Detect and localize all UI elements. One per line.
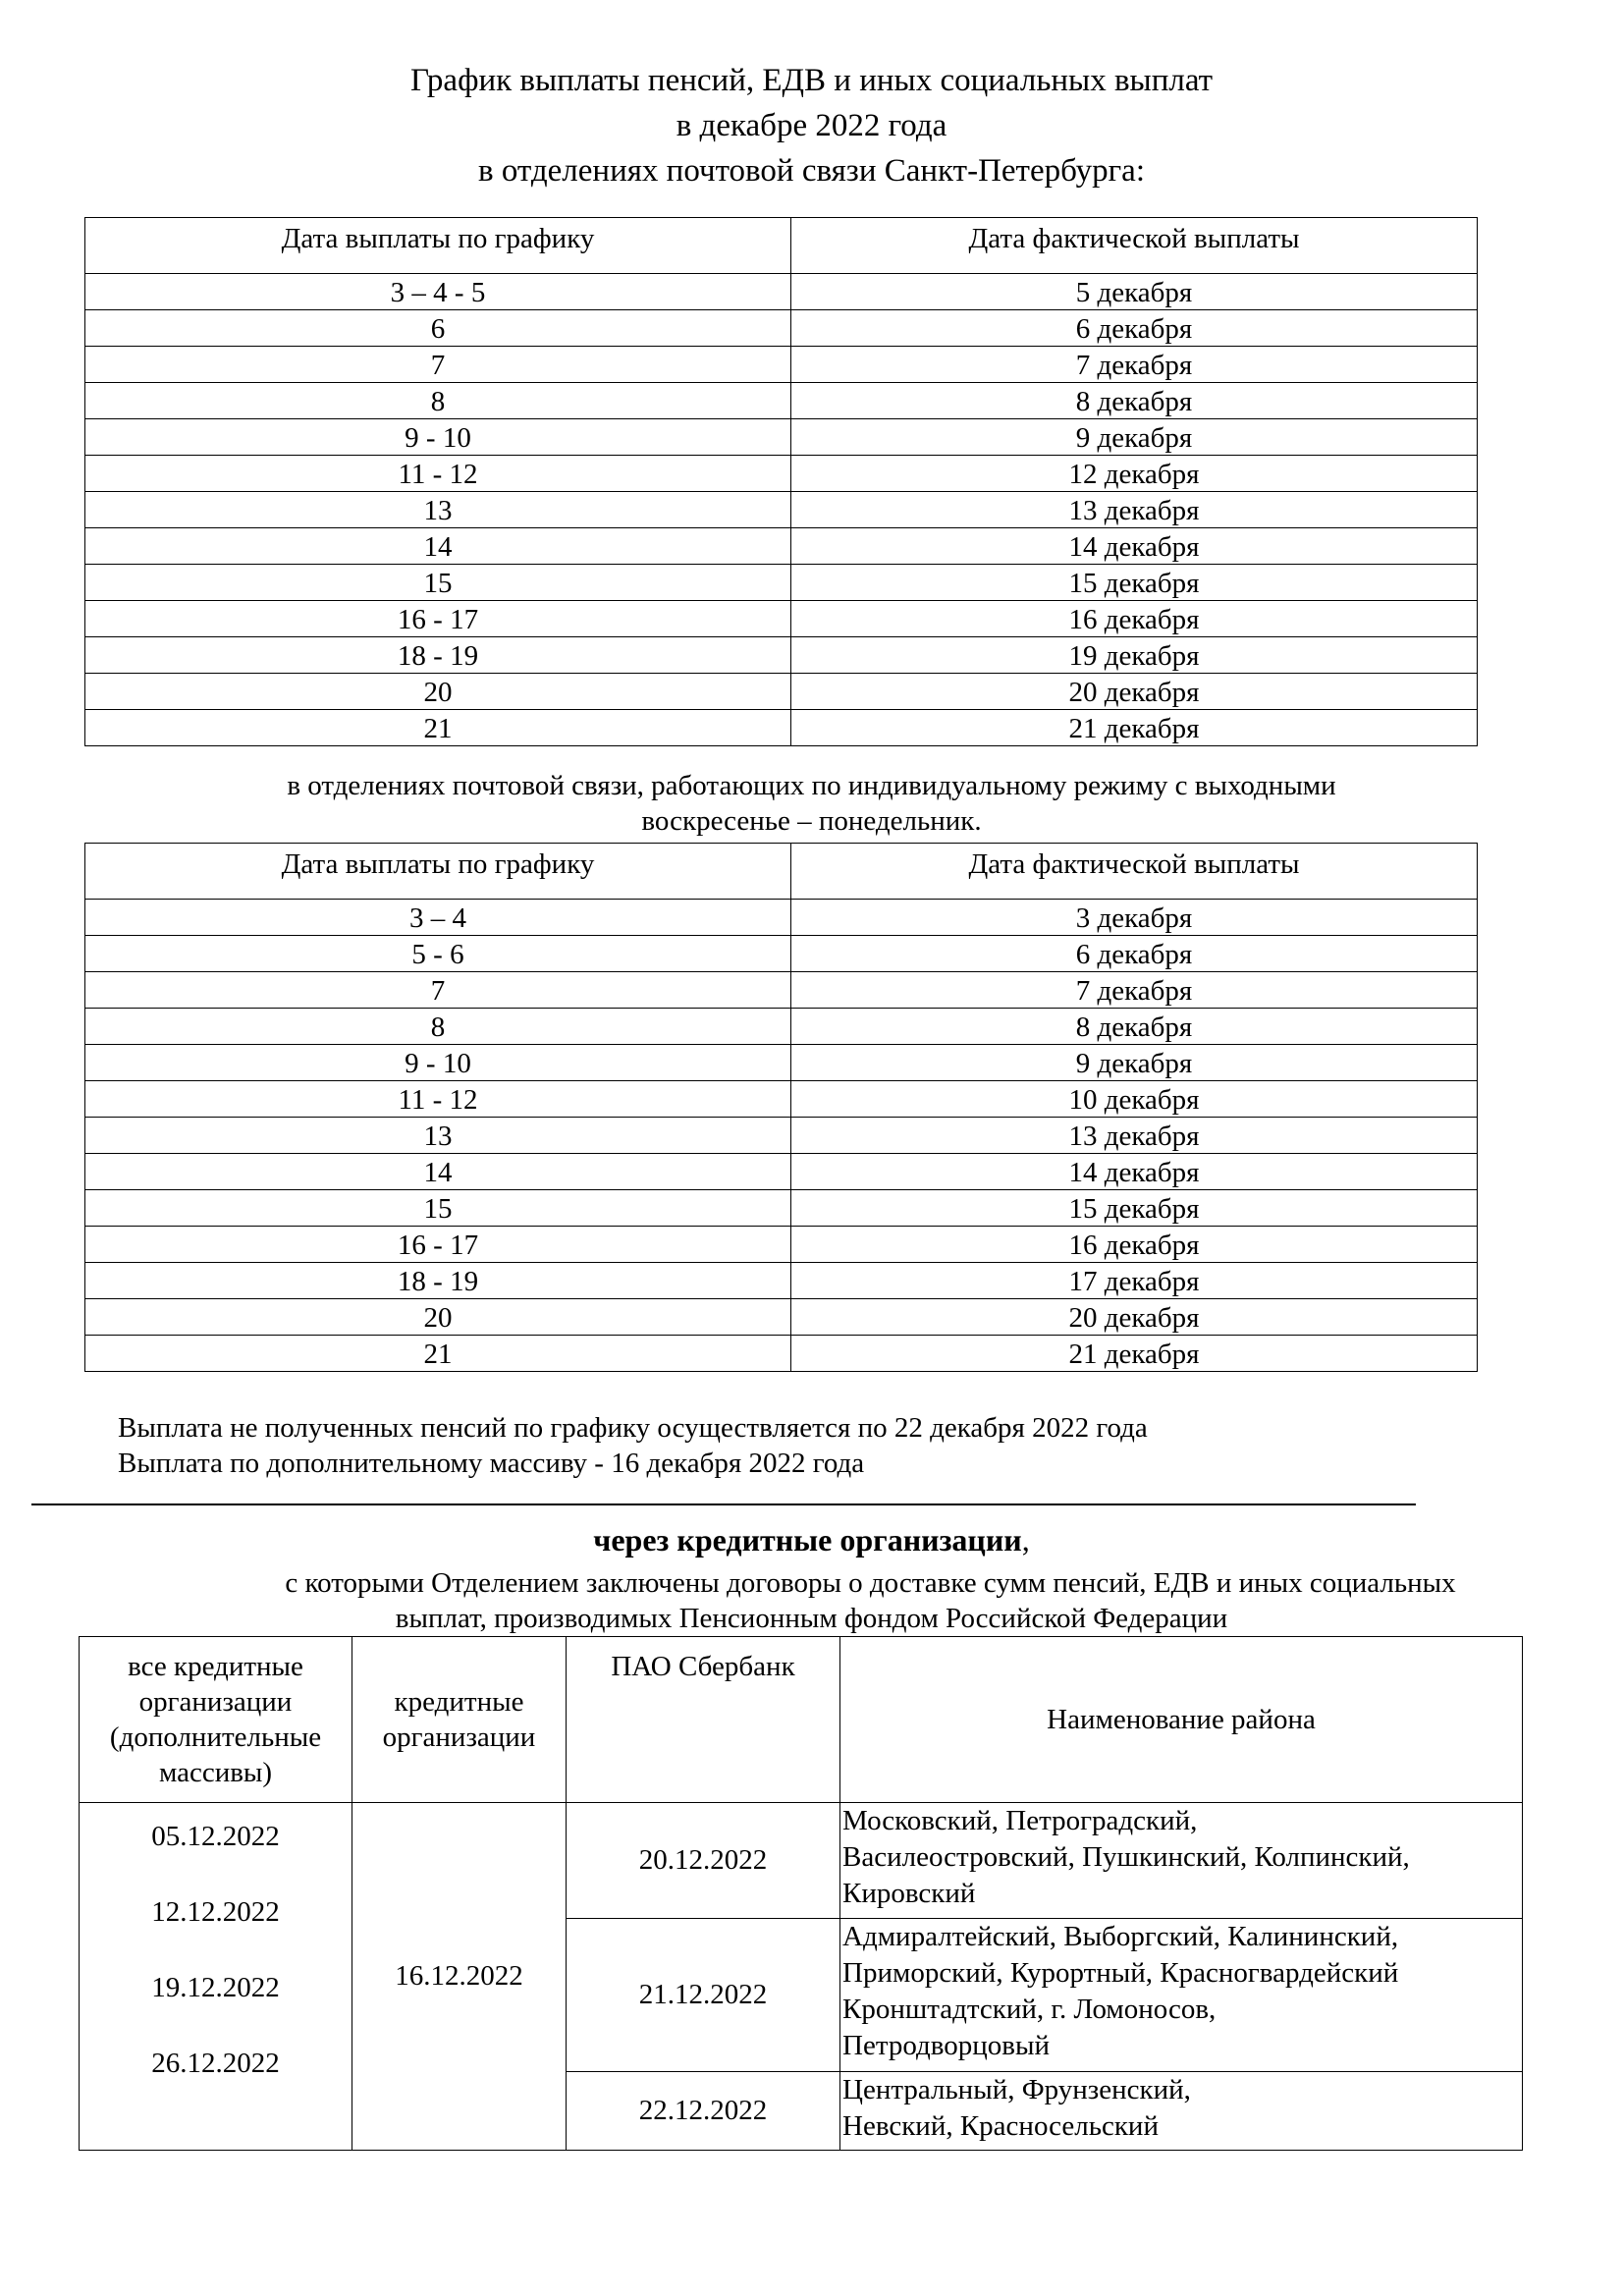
actual-date-cell: 5 декабря [791,274,1478,310]
header-district: Наименование района [840,1637,1523,1803]
actual-date-cell: 13 декабря [791,492,1478,528]
actual-date-cell: 8 декабря [791,1009,1478,1045]
district-line: Кировский [842,1878,976,1909]
scheduled-date-cell: 20 [85,1299,791,1336]
sber-date: 21.12.2022 [567,1919,840,2072]
actual-date-cell: 12 декабря [791,456,1478,492]
schedule-table-main [84,217,1478,746]
scheduled-date-cell: 8 [85,383,791,419]
header-credit-orgs: кредитные организации [352,1637,567,1803]
title-line-1: График выплаты пенсий, ЕДВ и иных социальных выплат [409,63,1214,98]
district-line: Петродворцовый [842,2030,1050,2061]
actual-date-cell: 7 декабря [791,347,1478,383]
scheduled-date-cell: 13 [85,492,791,528]
district-list [840,1919,1523,2072]
header-scheduled-date: Дата выплаты по графику [85,844,791,900]
scheduled-date-cell: 21 [85,1336,791,1372]
scheduled-date-cell: 16 - 17 [85,1227,791,1263]
table-row [85,601,1478,637]
district-line: Адмиралтейский, Выборгский, Калининский, [842,1921,1399,1952]
district-list [840,2072,1523,2151]
header-scheduled-date: Дата выплаты по графику [85,218,791,274]
actual-date-cell: 9 декабря [791,419,1478,456]
all-orgs-date: 05.12.2022 [151,1821,280,1852]
table-row [85,347,1478,383]
actual-date-cell: 16 декабря [791,601,1478,637]
all-orgs-date: 26.12.2022 [151,2048,280,2079]
credit-orgs-date: 16.12.2022 [352,1803,567,2151]
scheduled-date-cell: 21 [85,710,791,746]
scheduled-date-cell: 20 [85,674,791,710]
scheduled-date-cell: 16 - 17 [85,601,791,637]
table-row [85,936,1478,972]
scheduled-date-cell: 7 [85,347,791,383]
table-row [85,1118,1478,1154]
scheduled-date-cell: 7 [85,972,791,1009]
actual-date-cell: 20 декабря [791,674,1478,710]
scheduled-date-cell: 15 [85,1190,791,1227]
scheduled-date-cell: 11 - 12 [85,1081,791,1118]
sber-date: 22.12.2022 [567,2072,840,2151]
district-line: Приморский, Курортный, Красногвардейский [842,1957,1399,1989]
scheduled-date-cell: 18 - 19 [85,1263,791,1299]
scheduled-date-cell: 8 [85,1009,791,1045]
table-row [85,1009,1478,1045]
all-orgs-date: 19.12.2022 [151,1972,280,2003]
table-row [85,972,1478,1009]
table-row [85,274,1478,310]
district-line: Московский, Петроградский, [842,1805,1198,1836]
table-row [85,1263,1478,1299]
subtitle-line-1: в отделениях почтовой связи, работающих по индивидуальному режиму с выходными [287,770,1336,801]
actual-date-cell: 3 декабря [791,900,1478,936]
table-row [85,1299,1478,1336]
scheduled-date-cell: 14 [85,528,791,565]
scheduled-date-cell: 15 [85,565,791,601]
scheduled-date-cell: 5 - 6 [85,936,791,972]
schedule-table-individual [84,843,1478,1372]
actual-date-cell: 9 декабря [791,1045,1478,1081]
header-all-credit-orgs: все кредитные организации (дополнительные массивы) [80,1637,352,1803]
scheduled-date-cell: 3 – 4 - 5 [85,274,791,310]
schedule-table-main-body [85,274,1478,746]
actual-date-cell: 19 декабря [791,637,1478,674]
credit-heading-bold: через кредитные организации [593,1522,1022,1558]
table-row [85,900,1478,936]
actual-date-cell: 17 декабря [791,1263,1478,1299]
district-line: Василеостровский, Пушкинский, Колпинский, [842,1841,1410,1873]
district-line: Невский, Красносельский [842,2110,1159,2142]
actual-date-cell: 6 декабря [791,936,1478,972]
credit-table [79,1636,1523,2151]
actual-date-cell: 21 декабря [791,710,1478,746]
subtitle-line-2: воскресенье – понедельник. [641,805,982,837]
scheduled-date-cell: 18 - 19 [85,637,791,674]
district-line: Кронштадтский, г. Ломоносов, [842,1994,1217,2025]
table-row [85,637,1478,674]
table-row [85,310,1478,347]
scheduled-date-cell: 3 – 4 [85,900,791,936]
district-list [840,1803,1523,1919]
actual-date-cell: 8 декабря [791,383,1478,419]
table-row [85,674,1478,710]
all-orgs-dates-cell [80,1803,352,2151]
actual-date-cell: 15 декабря [791,565,1478,601]
table-row [85,383,1478,419]
actual-date-cell: 13 декабря [791,1118,1478,1154]
header-actual-date: Дата фактической выплаты [791,218,1478,274]
actual-date-cell: 7 декабря [791,972,1478,1009]
all-orgs-date: 12.12.2022 [151,1896,280,1928]
actual-date-cell: 16 декабря [791,1227,1478,1263]
actual-date-cell: 14 декабря [791,528,1478,565]
credit-intro-line-1: с которыми Отделением заключены договоры о доставке сумм пенсий, ЕДВ и иных социальных [285,1567,1456,1599]
actual-date-cell: 15 декабря [791,1190,1478,1227]
header-actual-date: Дата фактической выплаты [791,844,1478,900]
table-row [85,1045,1478,1081]
table-row [85,492,1478,528]
scheduled-date-cell: 9 - 10 [85,1045,791,1081]
table-row [85,1190,1478,1227]
table-row [85,1154,1478,1190]
actual-date-cell: 6 декабря [791,310,1478,347]
note-unclaimed: Выплата не полученных пенсий по графику осуществляется по 22 декабря 2022 года [118,1412,1148,1444]
divider-line [31,1503,1416,1505]
actual-date-cell: 14 декабря [791,1154,1478,1190]
district-line: Центральный, Фрунзенский, [842,2074,1191,2105]
scheduled-date-cell: 14 [85,1154,791,1190]
header-sberbank: ПАО Сбербанк [567,1637,840,1803]
table-row [85,528,1478,565]
schedule-table-individual-body [85,900,1478,1372]
table-row [85,456,1478,492]
table-row [85,1336,1478,1372]
sber-date: 20.12.2022 [567,1803,840,1919]
scheduled-date-cell: 11 - 12 [85,456,791,492]
note-additional: Выплата по дополнительному массиву - 16 декабря 2022 года [118,1448,865,1479]
actual-date-cell: 20 декабря [791,1299,1478,1336]
scheduled-date-cell: 6 [85,310,791,347]
table-row [85,710,1478,746]
table-row [85,565,1478,601]
table-row [85,1081,1478,1118]
credit-heading-comma: , [1021,1522,1030,1558]
actual-date-cell: 10 декабря [791,1081,1478,1118]
actual-date-cell: 21 декабря [791,1336,1478,1372]
title-line-3: в отделениях почтовой связи Санкт-Петербурга: [477,153,1145,189]
scheduled-date-cell: 9 - 10 [85,419,791,456]
table-row [85,1227,1478,1263]
credit-heading [0,1520,1623,1559]
credit-intro-line-2: выплат, производимых Пенсионным фондом Российской Федерации [395,1603,1228,1634]
title-line-2: в декабре 2022 года [676,108,947,143]
table-row [85,419,1478,456]
scheduled-date-cell: 13 [85,1118,791,1154]
